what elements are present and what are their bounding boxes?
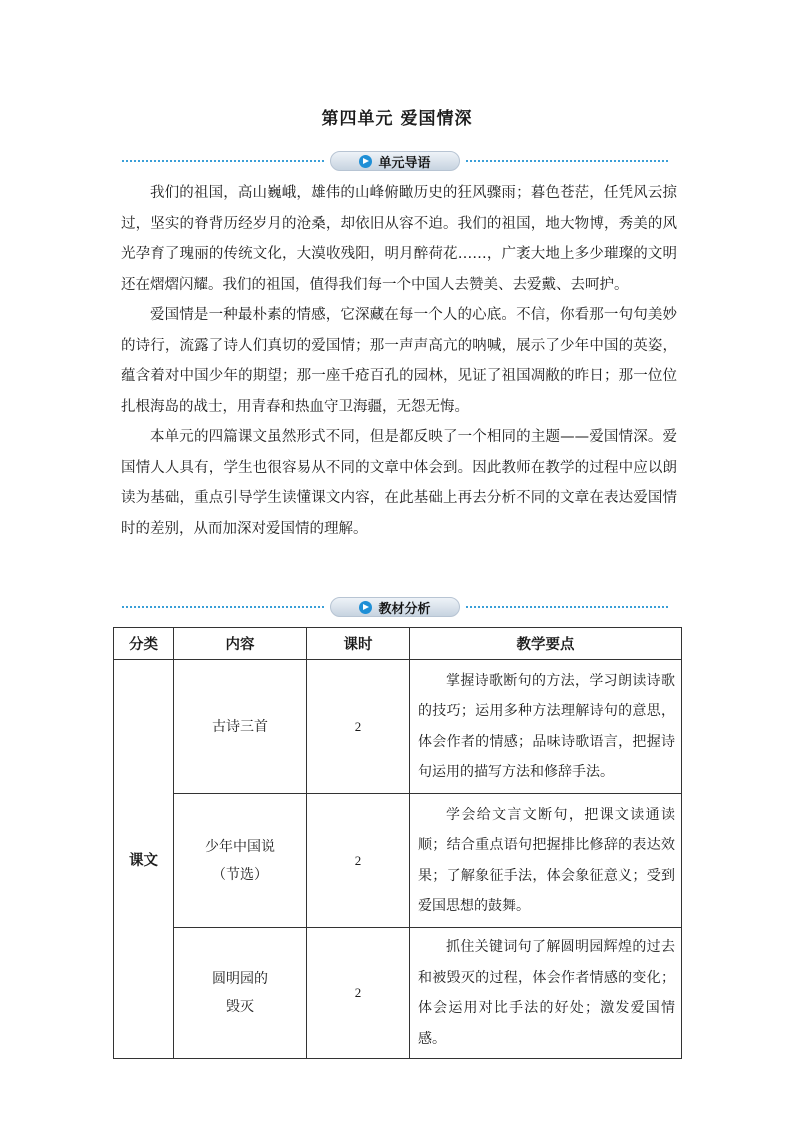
dotted-divider-left [122,606,324,608]
key-points-text: 抓住关键词句了解圆明园辉煌的过去和被毁灭的过程，体会作者情感的变化；体会运用对比手法的好处；激发爱国情感。 [418,939,675,1047]
dotted-divider-right [466,606,668,608]
content-line: 毁灭 [226,999,254,1015]
section-tag-analysis [330,597,460,617]
table-row [114,928,682,1059]
content-line: 圆明园的 [212,971,268,987]
content-cell [174,928,307,1059]
table-header-row [114,628,682,660]
table-row [114,660,682,794]
category-cell: 课文 [114,660,174,1059]
arrow-right-circle-icon [359,155,372,168]
content-cell: 古诗三首 [174,660,307,794]
hours-cell: 2 [307,660,410,794]
hours-cell: 2 [307,794,410,928]
intro-paragraph: 爱国情是一种最朴素的情感，它深藏在每一个人的心底。不信，你看那一句句美妙的诗行，流露了诗人们真切的爱国情；那一声声高亢的呐喊，展示了少年中国的英姿，蕴含着对中国少年的期望；那一座千疮百孔的园林，见证了祖国凋敝的昨日；那一位位扎根海岛的战士，用青春和热血守卫海疆，无怨无悔。 [121,307,677,415]
key-points-text: 掌握诗歌断句的方法，学习朗读诗歌的技巧；运用多种方法理解诗句的意思，体会作者的情感；品味诗歌语言，把握诗句运用的描写方法和修辞手法。 [418,672,675,780]
section-header-intro [122,151,668,171]
content-line: （节选） [212,866,268,883]
table-row [114,794,682,928]
page-title: 第四单元 爱国情深 [321,109,473,129]
key-points-text: 学会给文言文断句，把课文读通读顺；结合重点语句把握排比修辞的表达效果；了解象征手法，体会象征意义；受到爱国思想的鼓舞。 [418,806,675,914]
section-header-analysis [122,597,668,617]
dotted-divider-right [466,160,668,162]
arrow-right-circle-icon [359,601,372,614]
header-content: 内容 [174,628,307,660]
unit-intro-text [121,178,677,544]
section-label-intro: 单元导语 [378,155,431,171]
header-category: 分类 [114,628,174,660]
section-label-analysis: 教材分析 [378,601,431,617]
key-points-cell [410,928,682,1059]
intro-paragraph: 我们的祖国，高山巍峨，雄伟的山峰俯瞰历史的狂风骤雨；暮色苍茫，任凭风云掠过，坚实的脊背历经岁月的沧桑，却依旧从容不迫。我们的祖国，地大物博，秀美的风光孕育了瑰丽的传统文化，大漠收残阳，明月醉荷花……，广袤大地上多少璀璨的文明还在熠熠闪耀。我们的祖国，值得我们每一个中国人去赞美、去爱戴、去呵护。 [121,185,677,293]
header-hours: 课时 [307,628,410,660]
intro-paragraph: 本单元的四篇课文虽然形式不同，但是都反映了一个相同的主题——爱国情深。爱国情人人具有，学生也很容易从不同的文章中体会到。因此教师在教学的过程中应以朗读为基础，重点引导学生读懂课文内容，在此基础上再去分析不同的文章在表达爱国情时的差别，从而加深对爱国情的理解。 [121,429,677,537]
content-cell [174,794,307,928]
dotted-divider-left [122,160,324,162]
header-key-points: 教学要点 [410,628,682,660]
key-points-cell [410,660,682,794]
content-line: 少年中国说 [205,838,275,855]
section-tag-intro [330,151,460,171]
analysis-table [113,627,682,1059]
hours-cell: 2 [307,928,410,1059]
key-points-cell [410,794,682,928]
